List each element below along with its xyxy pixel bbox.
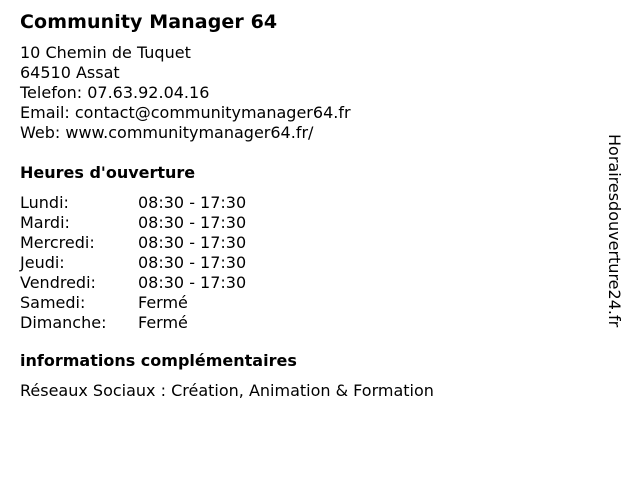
phone-line: Telefon: 07.63.92.04.16 [20,83,210,102]
hours-value: 08:30 - 17:30 [138,233,247,252]
hours-row-thursday [20,253,246,273]
business-card [20,10,600,401]
hours-value: 08:30 - 17:30 [138,213,247,232]
website-line: Web: www.communitymanager64.fr/ [20,123,314,142]
day-label: Jeudi: [20,253,65,272]
day-label: Samedi: [20,293,86,312]
vertical-site-watermark: Horairesdouverture24.fr [605,134,624,328]
hours-row-friday [20,273,246,293]
hours-value: 08:30 - 17:30 [138,253,247,272]
hours-value: Fermé [138,293,188,312]
additional-info-title: informations complémentaires [20,351,297,370]
business-name: Community Manager 64 [20,11,278,33]
day-label: Vendredi: [20,273,96,292]
hours-row-wednesday [20,233,246,253]
postal-city: 64510 Assat [20,63,120,82]
day-label: Mardi: [20,213,70,232]
hours-row-sunday [20,313,246,333]
hours-value: 08:30 - 17:30 [138,193,247,212]
hours-value: Fermé [138,313,188,332]
day-label: Lundi: [20,193,69,212]
day-label: Dimanche: [20,313,107,332]
hours-row-saturday [20,293,246,313]
hours-row-tuesday [20,213,246,233]
hours-row-monday [20,193,246,213]
day-label: Mercredi: [20,233,95,252]
hours-value: 08:30 - 17:30 [138,273,247,292]
opening-hours-table [20,193,246,333]
business-address-block [20,43,600,143]
street-address: 10 Chemin de Tuquet [20,43,191,62]
opening-hours-title: Heures d'ouverture [20,163,196,182]
additional-info-text: Réseaux Sociaux : Création, Animation & Formation [20,381,434,400]
email-line: Email: contact@communitymanager64.fr [20,103,351,122]
